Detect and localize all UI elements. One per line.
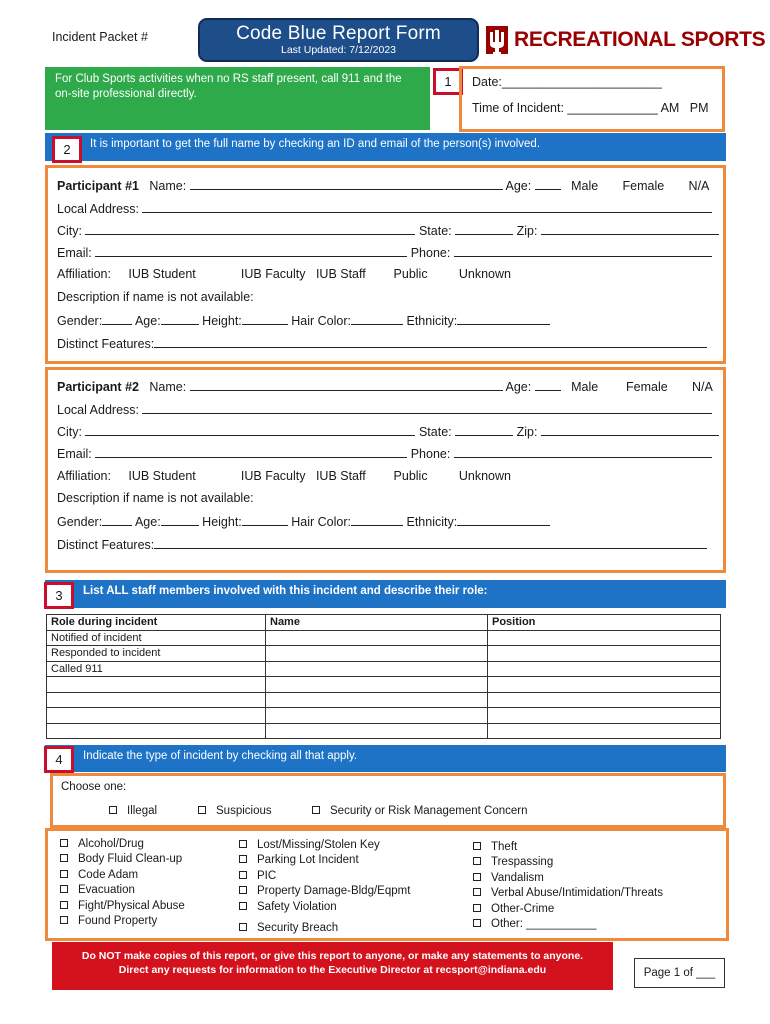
local-address-label: Local Address: (57, 202, 139, 216)
incident-type-label: Alcohol/Drug (78, 838, 144, 850)
age-desc-field[interactable] (161, 514, 199, 526)
choose-one-label: Choose one: (61, 781, 127, 793)
position-cell[interactable] (488, 692, 721, 708)
public-option[interactable]: Public (393, 469, 428, 483)
checkbox[interactable] (60, 839, 68, 847)
incident-type-item[interactable] (239, 922, 410, 937)
illegal-option: Illegal (127, 805, 158, 817)
name-field[interactable] (190, 379, 503, 391)
title-banner (198, 18, 479, 62)
age-desc-field[interactable] (161, 313, 199, 325)
name-cell[interactable] (266, 723, 488, 739)
last-updated: Last Updated: 7/12/2023 (280, 44, 396, 56)
position-cell[interactable] (488, 661, 721, 677)
description-label: Description if name is not available: (57, 290, 254, 304)
incident-type-item[interactable] (60, 915, 185, 930)
section-2-text: It is important to get the full name by checking an ID and email of the person(s) involved. (90, 138, 541, 150)
checkbox[interactable] (239, 840, 247, 848)
name-label: Name: (149, 179, 187, 193)
ethnicity-label: Ethnicity: (406, 515, 458, 529)
section-4-text: Indicate the type of incident by checking all that apply. (83, 750, 358, 762)
role-cell: Responded to incident (47, 646, 266, 662)
role-cell: Notified of incident (47, 630, 266, 646)
table-row (47, 708, 721, 724)
participant-2-panel (45, 367, 726, 573)
incident-type-item[interactable] (473, 872, 663, 887)
time-field[interactable]: _____________ (567, 101, 658, 115)
warning-line-1: Do NOT make copies of this report, or give this report to anyone, or make any statements to anyone. (81, 950, 584, 962)
participant-1-panel (45, 165, 726, 364)
height-field[interactable] (242, 313, 288, 325)
state-field[interactable] (455, 424, 513, 436)
distinct-features-label: Distinct Features: (57, 337, 155, 351)
city-label: City: (57, 224, 82, 238)
local-address-field[interactable] (142, 201, 712, 213)
table-row (47, 723, 721, 739)
incident-type-label: Lost/Missing/Stolen Key (257, 839, 380, 851)
incident-type-label: Other-Crime (491, 902, 555, 915)
checkbox[interactable] (239, 923, 247, 931)
incident-type-item[interactable] (239, 870, 410, 885)
affiliation-label: Affiliation: (57, 469, 111, 483)
checkbox[interactable] (60, 901, 68, 909)
distinct-features-label: Distinct Features: (57, 538, 155, 552)
date-label: Date: (472, 75, 502, 89)
hair-color-field[interactable] (351, 313, 403, 325)
incident-type-item[interactable] (473, 903, 663, 918)
position-cell[interactable] (488, 708, 721, 724)
phone-field[interactable] (454, 446, 712, 458)
name-cell[interactable] (266, 692, 488, 708)
table-row (47, 630, 721, 646)
pm-option[interactable]: PM (689, 101, 709, 115)
section-1-number: 1 (433, 68, 463, 95)
position-cell[interactable] (488, 677, 721, 693)
gender-field[interactable] (102, 514, 132, 526)
height-label: Height: (202, 314, 242, 328)
name-cell[interactable] (266, 708, 488, 724)
incident-type-label: PIC (257, 869, 277, 882)
height-field[interactable] (242, 514, 288, 526)
name-cell[interactable] (266, 630, 488, 646)
col-name-header: Name (266, 615, 488, 631)
incident-type-label: Other: (491, 917, 523, 930)
zip-field[interactable] (541, 223, 719, 235)
incident-type-item[interactable] (239, 854, 410, 869)
date-time-box (459, 66, 725, 132)
participant-heading: Participant #1 (57, 179, 139, 193)
checkbox[interactable] (60, 854, 68, 862)
table-header-row (47, 615, 721, 631)
name-cell[interactable] (266, 661, 488, 677)
other-field[interactable]: ___________ (526, 917, 597, 930)
checkbox[interactable] (473, 873, 481, 881)
distinct-features-field[interactable] (154, 336, 707, 348)
iu-trident-icon (486, 26, 508, 54)
incident-type-item[interactable] (473, 918, 663, 933)
incident-type-item[interactable] (60, 884, 185, 899)
ethnicity-field[interactable] (457, 313, 550, 325)
checkbox[interactable] (473, 888, 481, 896)
role-cell[interactable] (47, 692, 266, 708)
zip-field[interactable] (541, 424, 719, 436)
table-row (47, 646, 721, 662)
female-option[interactable]: Female (622, 179, 665, 193)
iub-staff-option[interactable]: IUB Staff (315, 267, 366, 281)
time-label: Time of Incident: (472, 101, 564, 115)
role-cell[interactable] (47, 677, 266, 693)
iub-faculty-option[interactable]: IUB Faculty (240, 267, 306, 281)
section-3-number: 3 (44, 582, 74, 609)
height-label: Height: (202, 515, 242, 529)
confidentiality-warning (52, 942, 613, 990)
incident-type-item[interactable] (473, 856, 663, 871)
position-cell[interactable] (488, 630, 721, 646)
incident-type-label: Trespassing (491, 856, 554, 869)
position-cell[interactable] (488, 723, 721, 739)
incident-type-label: Parking Lot Incident (257, 854, 359, 867)
section-3-text: List ALL staff members involved with this incident and describe their role: (83, 585, 488, 597)
email-field[interactable] (95, 245, 407, 257)
local-address-label: Local Address: (57, 403, 139, 417)
age-field[interactable] (535, 178, 561, 190)
ethnicity-label: Ethnicity: (406, 314, 458, 328)
incident-types-box (45, 828, 729, 941)
checkbox[interactable] (239, 855, 247, 863)
na-option[interactable]: N/A (688, 179, 710, 193)
male-option[interactable]: Male (571, 179, 599, 193)
participant-heading: Participant #2 (57, 380, 139, 394)
unknown-option[interactable]: Unknown (458, 469, 511, 483)
incident-type-item[interactable] (60, 838, 185, 853)
age-desc-label: Age: (134, 314, 161, 328)
position-cell[interactable] (488, 646, 721, 662)
incident-type-label: Fight/Physical Abuse (78, 899, 185, 912)
name-cell[interactable] (266, 677, 488, 693)
incident-type-item[interactable] (60, 853, 185, 868)
checkbox[interactable] (239, 871, 247, 879)
age-field[interactable] (535, 379, 561, 391)
page-number: Page 1 of ___ (634, 958, 725, 988)
incident-column-3 (473, 841, 663, 933)
col-position-header: Position (488, 615, 721, 631)
page-title: Code Blue Report Form (236, 23, 441, 44)
city-field[interactable] (85, 223, 415, 235)
distinct-features-field[interactable] (154, 537, 707, 549)
role-cell[interactable] (47, 708, 266, 724)
incident-type-item[interactable] (239, 885, 410, 900)
incident-packet-label: Incident Packet # (52, 30, 148, 44)
incident-column-2 (239, 839, 410, 937)
checkbox[interactable] (60, 916, 68, 924)
phone-label: Phone: (410, 447, 451, 461)
checkbox[interactable] (60, 870, 68, 878)
incident-type-label: Found Property (78, 914, 158, 927)
incident-type-label: Safety Violation (257, 900, 337, 913)
incident-type-item[interactable] (239, 839, 410, 854)
na-option[interactable]: N/A (692, 380, 713, 394)
checkbox[interactable] (60, 885, 68, 893)
email-label: Email: (57, 246, 92, 260)
hair-color-label: Hair Color: (291, 314, 352, 328)
name-field[interactable] (190, 178, 503, 190)
iub-student-option[interactable]: IUB Student (128, 469, 196, 483)
hair-color-label: Hair Color: (291, 515, 352, 529)
state-field[interactable] (455, 223, 513, 235)
state-label: State: (418, 224, 452, 238)
incident-type-label: Body Fluid Clean-up (78, 853, 183, 866)
email-field[interactable] (95, 446, 407, 458)
role-cell: Called 911 (47, 661, 266, 677)
incident-type-label: Security Breach (257, 921, 339, 934)
section-2-bar (45, 133, 726, 161)
table-row (47, 692, 721, 708)
female-option[interactable]: Female (626, 380, 668, 394)
incident-type-item[interactable] (60, 869, 185, 884)
hair-color-field[interactable] (351, 514, 403, 526)
am-option[interactable]: AM (660, 101, 680, 115)
phone-field[interactable] (454, 245, 712, 257)
age-label: Age: (505, 380, 532, 394)
incident-type-item[interactable] (60, 900, 185, 915)
phone-label: Phone: (410, 246, 451, 260)
choose-one-box (50, 773, 726, 828)
incident-type-label: Evacuation (78, 884, 135, 897)
section-4-number: 4 (44, 746, 74, 773)
checkbox[interactable] (473, 857, 481, 865)
name-cell[interactable] (266, 646, 488, 662)
checkbox[interactable] (473, 919, 481, 927)
iub-faculty-option[interactable]: IUB Faculty (240, 469, 306, 483)
club-sports-note: For Club Sports activities when no RS staff present, call 911 and the on-site professional directly. (45, 67, 430, 130)
gender-field[interactable] (102, 313, 132, 325)
suspicious-option: Suspicious (216, 805, 272, 817)
checkbox[interactable] (473, 904, 481, 912)
incident-type-label: Verbal Abuse/Intimidation/Threats (491, 887, 663, 900)
state-label: State: (418, 425, 452, 439)
role-cell[interactable] (47, 723, 266, 739)
email-label: Email: (57, 447, 92, 461)
age-label: Age: (505, 179, 532, 193)
local-address-field[interactable] (142, 402, 712, 414)
male-option[interactable]: Male (571, 380, 599, 394)
warning-line-2: Direct any requests for information to the Executive Director at recsport@indiana.edu (118, 964, 547, 976)
staff-table (46, 614, 721, 739)
date-field[interactable]: _______________________ (501, 75, 662, 89)
security-concern-checkbox[interactable] (312, 806, 320, 814)
city-label: City: (57, 425, 82, 439)
illegal-checkbox[interactable] (109, 806, 117, 814)
checkbox[interactable] (239, 886, 247, 894)
incident-type-item[interactable] (239, 901, 410, 916)
col-role-header: Role during incident (47, 615, 266, 631)
affiliation-label: Affiliation: (57, 267, 111, 281)
incident-type-label: Property Damage-Bldg/Eqpmt (257, 885, 411, 898)
logo (486, 22, 765, 58)
table-row (47, 661, 721, 677)
gender-label: Gender: (57, 515, 103, 529)
zip-label: Zip: (516, 425, 538, 439)
section-4-bar (45, 745, 726, 772)
security-concern-option: Security or Risk Management Concern (330, 805, 528, 817)
logo-text: RECREATIONAL SPORTS (514, 28, 766, 51)
checkbox[interactable] (239, 902, 247, 910)
incident-type-item[interactable] (473, 887, 663, 902)
incident-column-1 (60, 838, 185, 930)
section-3-bar (45, 580, 726, 608)
zip-label: Zip: (516, 224, 538, 238)
checkbox[interactable] (473, 842, 481, 850)
name-label: Name: (149, 380, 187, 394)
suspicious-checkbox[interactable] (198, 806, 206, 814)
age-desc-label: Age: (134, 515, 161, 529)
iub-staff-option[interactable]: IUB Staff (315, 469, 366, 483)
gender-label: Gender: (57, 314, 103, 328)
section-2-number: 2 (52, 136, 82, 163)
public-option[interactable]: Public (393, 267, 428, 281)
table-row (47, 677, 721, 693)
city-field[interactable] (85, 424, 415, 436)
incident-type-label: Vandalism (491, 871, 544, 884)
incident-type-item[interactable] (473, 841, 663, 856)
description-label: Description if name is not available: (57, 491, 254, 505)
iub-student-option[interactable]: IUB Student (128, 267, 196, 281)
ethnicity-field[interactable] (457, 514, 550, 526)
incident-type-label: Code Adam (78, 868, 139, 881)
unknown-option[interactable]: Unknown (458, 267, 511, 281)
incident-type-label: Theft (491, 841, 518, 853)
